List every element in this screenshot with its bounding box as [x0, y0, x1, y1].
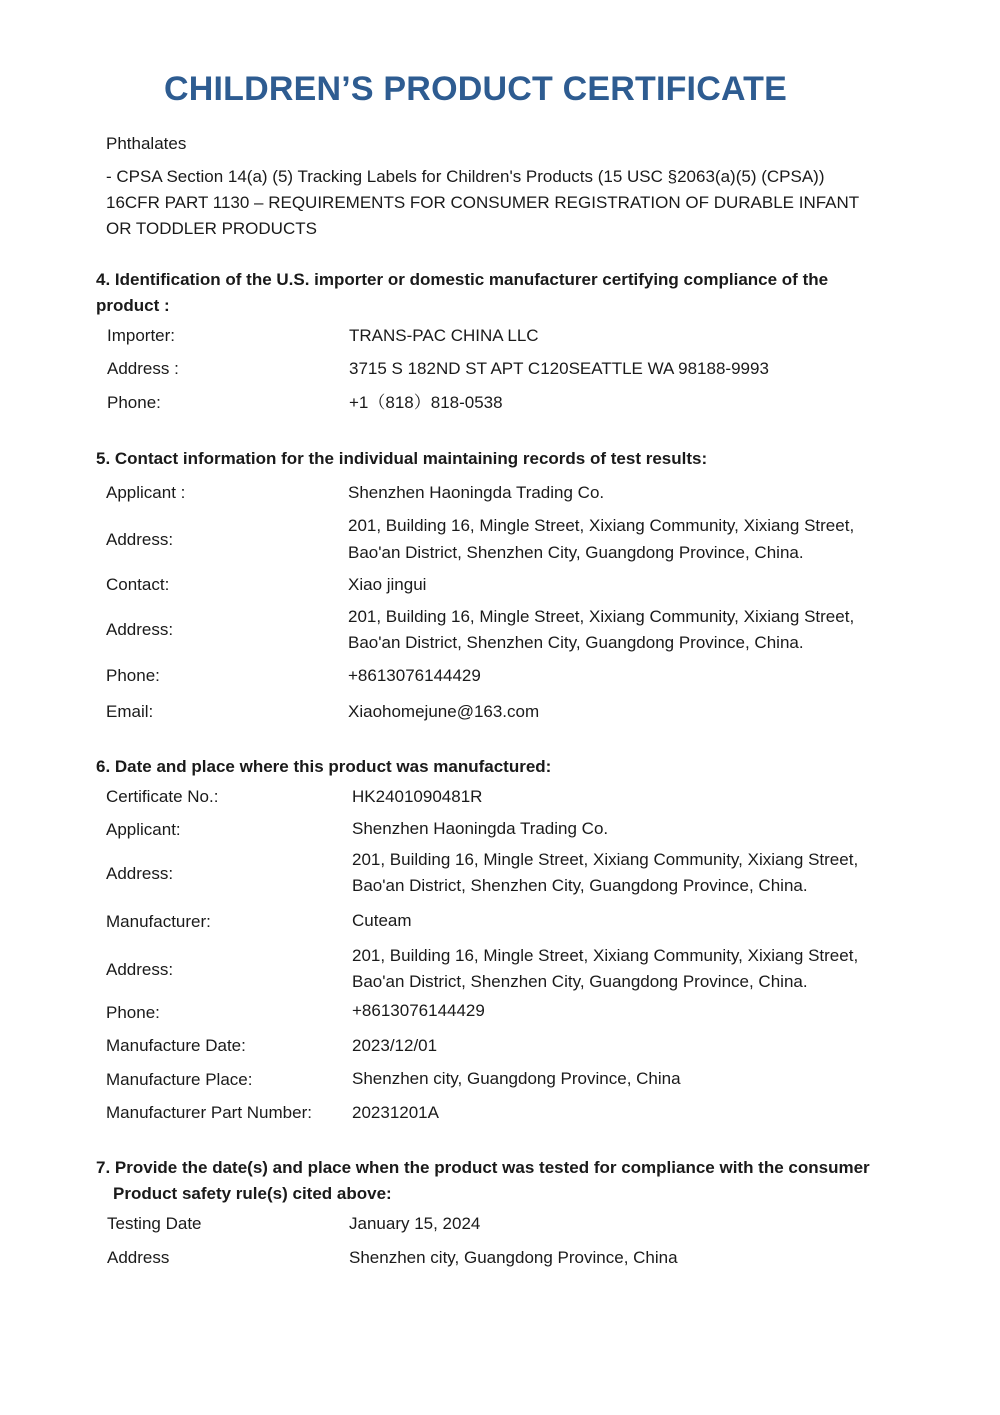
field-label: Manufacturer:: [106, 912, 211, 931]
field-value: Shenzhen Haoningda Trading Co.: [348, 483, 605, 502]
section-5-heading: 5. Contact information for the individual maintaining records of test results:: [96, 449, 708, 468]
field-label: Address:: [106, 620, 174, 639]
field-value: Shenzhen city, Guangdong Province, China: [352, 1069, 681, 1088]
field-value: HK2401090481R: [352, 787, 483, 806]
field-value: Bao'an District, Shenzhen City, Guangdong Province, China.: [348, 633, 804, 652]
field-value: Cuteam: [352, 911, 412, 930]
field-value: Shenzhen city, Guangdong Province, China: [349, 1248, 678, 1267]
field-label: Contact:: [106, 575, 170, 594]
intro-line: 16CFR PART 1130 – REQUIREMENTS FOR CONSUMER REGISTRATION OF DURABLE INFANT: [106, 193, 860, 212]
field-value: TRANS-PAC CHINA LLC: [349, 326, 539, 345]
field-value: 20231201A: [352, 1103, 439, 1122]
intro-line: OR TODDLER PRODUCTS: [106, 219, 317, 238]
field-label: Phone:: [106, 1003, 160, 1022]
intro-line: Phthalates: [106, 134, 187, 153]
field-label: Importer:: [107, 326, 176, 345]
field-value: +1（818）818-0538: [349, 393, 503, 412]
section-6-heading: 6. Date and place where this product was manufactured:: [96, 757, 552, 776]
page-title: CHILDREN’S PRODUCT CERTIFICATE: [164, 70, 788, 108]
field-value: +8613076144429: [348, 666, 481, 685]
field-value: Bao'an District, Shenzhen City, Guangdong Province, China.: [348, 543, 804, 562]
field-label: Address: [107, 1248, 170, 1267]
field-value: 201, Building 16, Mingle Street, Xixiang Community, Xixiang Street,: [352, 850, 859, 869]
field-value: +8613076144429: [352, 1001, 485, 1020]
field-label: Phone:: [106, 666, 160, 685]
field-value: 3715 S 182ND ST APT C120SEATTLE WA 98188-9993: [349, 359, 769, 378]
field-value: 201, Building 16, Mingle Street, Xixiang Community, Xixiang Street,: [352, 946, 859, 965]
field-label: Manufacturer Part Number:: [106, 1103, 312, 1122]
field-label: Applicant :: [106, 483, 186, 502]
section-7-heading: 7. Provide the date(s) and place when the product was tested for compliance with the consumer: [96, 1158, 870, 1177]
field-label: Testing Date: [107, 1214, 202, 1233]
field-value: Shenzhen Haoningda Trading Co.: [352, 819, 609, 838]
field-label: Manufacture Place:: [106, 1070, 253, 1089]
field-value: 201, Building 16, Mingle Street, Xixiang Community, Xixiang Street,: [348, 516, 855, 535]
field-label: Address:: [106, 864, 174, 883]
field-value: 201, Building 16, Mingle Street, Xixiang Community, Xixiang Street,: [348, 607, 855, 626]
section-7-heading-cont: Product safety rule(s) cited above:: [113, 1184, 392, 1203]
field-value: Bao'an District, Shenzhen City, Guangdong Province, China.: [352, 972, 808, 991]
field-value: Xiao jingui: [348, 575, 427, 594]
field-value: 2023/12/01: [352, 1036, 438, 1055]
field-label: Email:: [106, 702, 154, 721]
section-4-heading-cont: product :: [96, 296, 170, 315]
field-label: Address :: [107, 359, 179, 378]
field-value: Bao'an District, Shenzhen City, Guangdong Province, China.: [352, 876, 808, 895]
field-value: January 15, 2024: [349, 1214, 481, 1233]
field-label: Address:: [106, 530, 174, 549]
section-4-heading: 4. Identification of the U.S. importer or domestic manufacturer certifying compliance of the: [96, 270, 829, 289]
field-label: Phone:: [107, 393, 161, 412]
intro-line: - CPSA Section 14(a) (5) Tracking Labels for Children's Products (15 USC §2063(a)(5) (CPSA)): [106, 167, 825, 186]
field-label: Address:: [106, 960, 174, 979]
field-value: Xiaohomejune@163.com: [348, 702, 540, 721]
field-label: Certificate No.:: [106, 787, 219, 806]
field-label: Applicant:: [106, 820, 181, 839]
field-label: Manufacture Date:: [106, 1036, 246, 1055]
